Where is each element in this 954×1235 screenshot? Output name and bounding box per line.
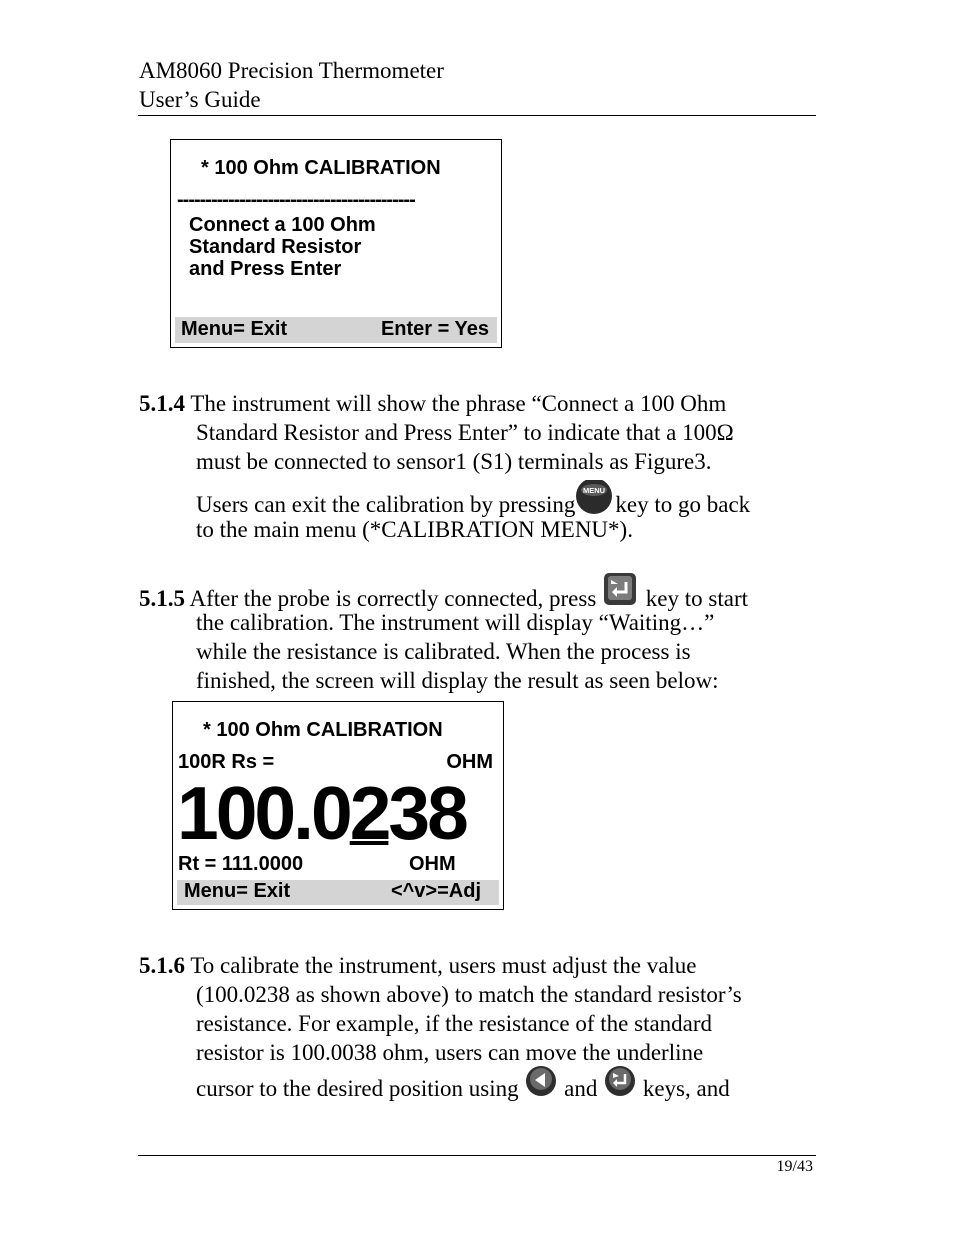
lcd2-rt-unit: OHM [409,853,456,875]
header-rule [138,115,816,116]
section-number: 5.1.5 [139,585,185,611]
lcd2-title: * 100 Ohm CALIBRATION [203,719,443,741]
lcd2-softkey-bar [177,880,499,905]
para-5-1-4-line-5: to the main menu (*CALIBRATION MENU*). [196,517,633,542]
underline-cursor-digit: 2 [349,771,389,855]
para-5-1-5-line-1: 5.1.5 After the probe is correctly connected, press key to start [139,579,748,622]
para-5-1-4-line-4: Users can exit the calibration by pressing MENU key to go back [196,486,750,527]
para-5-1-4-line-2: Standard Resistor and Press Enter” to indicate that a 100Ω [196,420,734,445]
para-5-1-5-line-2: the calibration. The instrument will display “Waiting…” [196,610,715,635]
lcd1-divider: ------------------------------------------ [177,189,415,211]
left-arrow-key-icon [524,1066,558,1103]
section-number: 5.1.6 [139,953,185,978]
para-5-1-6-line-2: (100.0238 as shown above) to match the standard resistor’s [196,982,742,1007]
lcd2-rt-label: Rt = 111.0000 [178,853,304,875]
lcd1-line-1: Connect a 100 Ohm [189,214,376,236]
enter-round-key-icon [603,1066,637,1103]
lcd2-resistance-value: 100.0238 [177,771,466,855]
lcd1-softkey-yes: Enter = Yes [380,318,489,340]
lcd-screen-connect [170,139,502,348]
lcd2-rs-unit: OHM [446,751,493,773]
para-5-1-5-line-4: finished, the screen will display the result as seen below: [196,668,719,693]
lcd2-softkey-adjust: <^v>=Adj [390,880,481,902]
para-5-1-6-line-1: 5.1.6 To calibrate the instrument, users must adjust the value [139,953,697,978]
footer-rule [138,1155,816,1156]
lcd2-rs-label: 100R Rs = [178,751,275,773]
para-5-1-4-line-3: must be connected to sensor1 (S1) terminals as Figure3. [196,449,712,474]
page-number: 19/43 [776,1158,813,1175]
doc-title: AM8060 Precision Thermometer [139,58,444,83]
para-5-1-4-line-1: 5.1.4 The instrument will show the phrase “Connect a 100 Ohm [139,391,727,416]
lcd2-softkey-exit: Menu= Exit [184,880,291,902]
para-5-1-6-line-3: resistance. For example, if the resistance of the standard [196,1011,713,1036]
section-number: 5.1.4 [139,391,185,416]
lcd-screen-result [172,701,504,910]
lcd1-line-3: and Press Enter [189,258,342,280]
lcd1-softkey-exit: Menu= Exit [181,318,288,340]
para-5-1-6-line-4: resistor is 100.0038 ohm, users can move the underline [196,1040,704,1065]
para-5-1-5-line-3: while the resistance is calibrated. When the process is [196,639,691,664]
lcd1-line-2: Standard Resistor [189,236,362,258]
lcd1-softkey-bar [175,317,497,343]
menu-key-label: MENU [583,486,606,495]
lcd1-title: * 100 Ohm CALIBRATION [201,157,441,179]
para-5-1-6-line-5: cursor to the desired position using and keys, and [196,1072,730,1109]
doc-subtitle: User’s Guide [139,87,261,112]
